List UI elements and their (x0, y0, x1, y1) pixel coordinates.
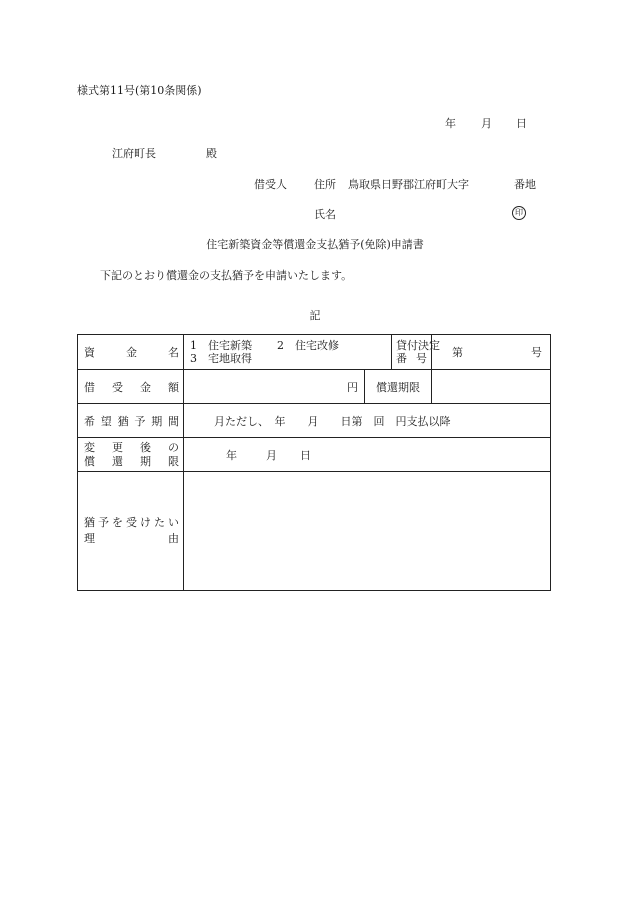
borrower-label: 借受人 (254, 178, 287, 191)
changed-term-label: 変 更 後 の 償 還 期 限 (78, 438, 184, 472)
address-value: 鳥取県日野郡江府町大字 (348, 178, 469, 191)
option-new-construction[interactable]: 1 住宅新築 (190, 339, 252, 352)
address-label: 住所 (314, 178, 336, 191)
addressee-name: 江府町長 (112, 147, 156, 160)
reason-label: 猶 予 を 受 け た い 理 由 (78, 472, 184, 591)
name-label: 氏名 (314, 208, 336, 221)
reason-row (78, 472, 551, 591)
document-title: 住宅新築資金等償還金支払猶予(免除)申請書 (206, 238, 424, 251)
fund-label: 資 金 名 (78, 335, 184, 370)
repayment-term-field[interactable] (432, 370, 551, 404)
loan-amount-row (78, 370, 551, 404)
loan-amount-field[interactable] (184, 370, 365, 404)
application-table (77, 334, 551, 591)
date-month-label: 月 (481, 117, 492, 130)
loan-decision-number-field[interactable]: 第 号 (432, 335, 551, 370)
changed-term-field[interactable]: 年 月 日 (184, 438, 551, 472)
option-land-acquisition[interactable]: 3 宅地取得 (190, 352, 252, 365)
date-year-label: 年 (445, 117, 456, 130)
loan-amount-label: 借 受 金 額 (78, 370, 184, 404)
fund-options[interactable] (184, 335, 392, 370)
loan-decision-number-label: 貸 付 決 定 番 号 (392, 335, 432, 370)
document-body: 下記のとおり償還金の支払猶予を申請いたします。 (100, 269, 353, 282)
desired-period-row (78, 404, 551, 438)
form-number: 様式第11号(第10条関係) (77, 84, 202, 97)
desired-period-label: 希 望 猶 予 期 間 (78, 404, 184, 438)
addressee-honorific: 殿 (206, 147, 217, 160)
yen-unit: 円 (347, 380, 358, 394)
option-renovation[interactable]: 2 住宅改修 (277, 339, 339, 352)
ki-label: 記 (309, 309, 321, 322)
reason-field[interactable] (184, 472, 551, 591)
address-suffix: 番地 (514, 178, 536, 191)
changed-term-row (78, 438, 551, 472)
seal-icon: 印 (512, 206, 526, 220)
date-day-label: 日 (516, 117, 527, 130)
fund-row (78, 335, 551, 370)
seal-mark (512, 205, 526, 220)
repayment-term-label: 償還期限 (365, 370, 432, 404)
desired-period-field[interactable]: 月ただし、 年 月 日第 回 円支払以降 (184, 404, 551, 438)
